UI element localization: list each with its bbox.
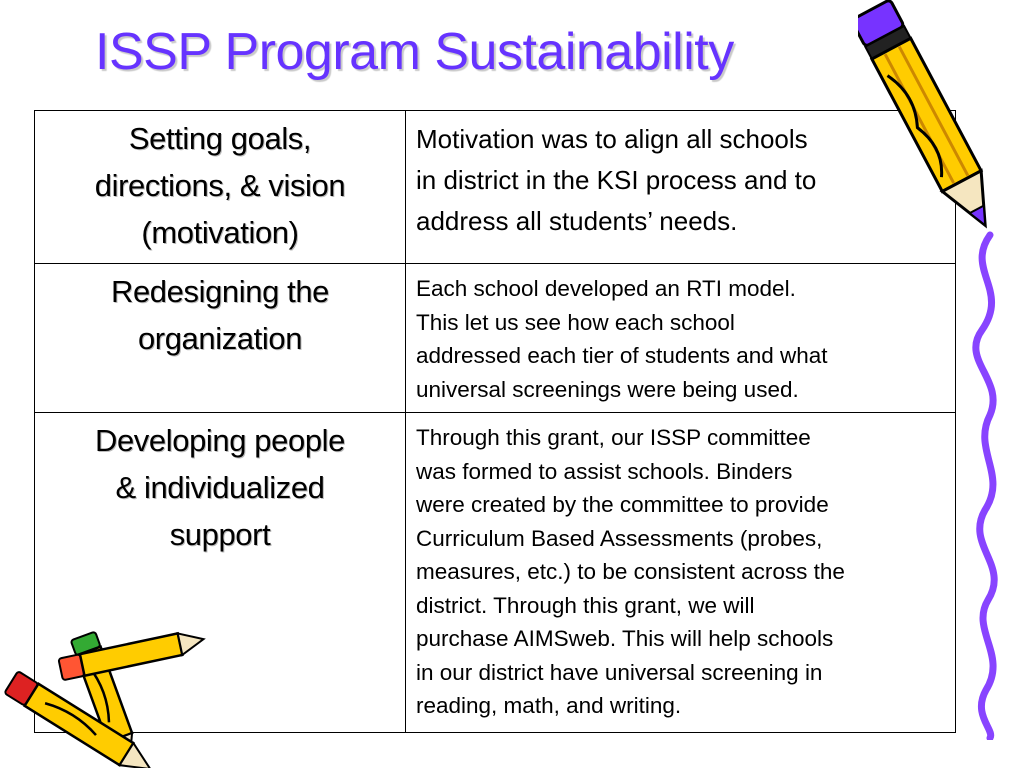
swirl-icon <box>960 230 1020 740</box>
description-line: was formed to assist schools. Binders <box>416 458 793 484</box>
table-row <box>35 111 956 264</box>
description-line: in district in the KSI process and to <box>416 165 817 195</box>
row-heading <box>35 111 406 264</box>
description-line: were created by the committee to provide <box>416 492 829 517</box>
description-line: address all students’ needs. <box>416 206 738 236</box>
description-line: addressed each tier of students and what <box>416 343 828 368</box>
row-heading <box>35 413 406 733</box>
heading-line: support <box>169 517 271 552</box>
sustainability-table <box>34 110 956 733</box>
heading-line: & individualized <box>115 470 325 505</box>
heading-line: organization <box>137 321 303 356</box>
description-line: reading, math, and writing. <box>416 693 682 718</box>
row-description <box>406 264 956 413</box>
description-line: universal screenings were being used. <box>416 376 799 402</box>
heading-line: directions, & vision <box>94 168 346 203</box>
table-row <box>35 264 956 413</box>
description-line: purchase AIMSweb. This will help schools <box>416 626 834 651</box>
description-line: This let us see how each school <box>416 309 735 335</box>
row-description <box>406 413 956 733</box>
description-line: Each school developed an RTI model. <box>416 276 796 301</box>
slide-title: ISSP Program Sustainability <box>95 23 734 81</box>
description-line: Motivation was to align all schools <box>416 124 808 154</box>
description-line: district. Through this grant, we will <box>416 592 755 618</box>
description-line: measures, etc.) to be consistent across the <box>416 559 845 584</box>
description-line: Through this grant, our ISSP committee <box>416 425 811 450</box>
row-heading <box>35 264 406 413</box>
heading-line: Setting goals, <box>128 121 312 156</box>
description-line: Curriculum Based Assessments (probes, <box>416 525 823 551</box>
description-line: in our district have universal screening in <box>416 659 823 685</box>
heading-line: Redesigning the <box>110 274 330 309</box>
table-row <box>35 413 956 733</box>
heading-line: (motivation) <box>141 215 299 250</box>
heading-line: Developing people <box>94 423 345 458</box>
row-description <box>406 111 956 264</box>
